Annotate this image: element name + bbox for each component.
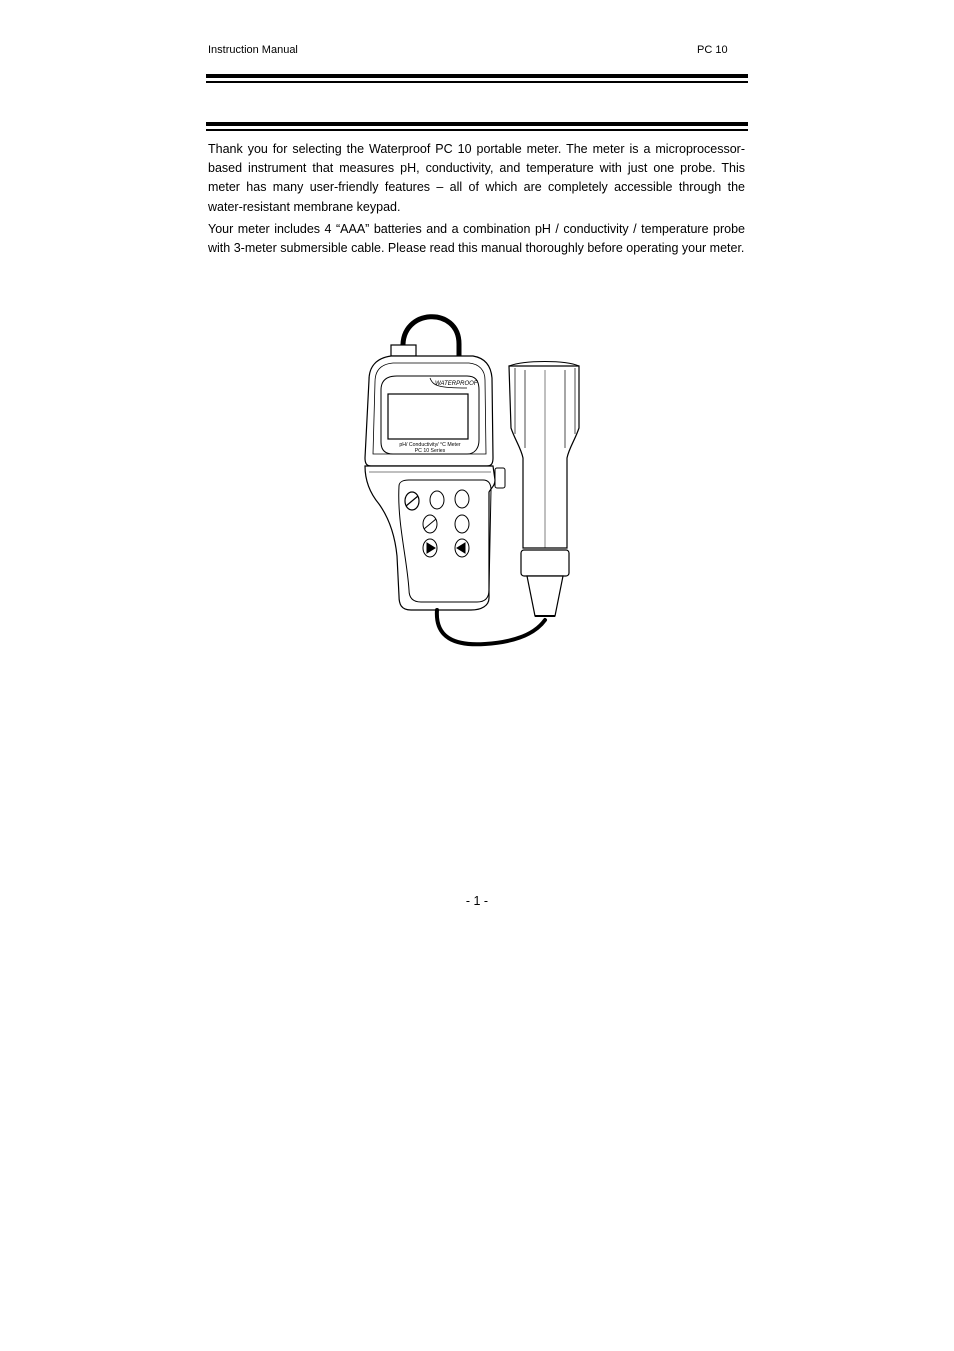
contents-paragraph: Your meter includes 4 “AAA” batteries and a combination pH / conductivity / temperature probe with 3-meter submersible cable. Please read this manual thoroughly before operating your meter. xyxy=(208,222,745,256)
waterproof-badge: WATERPROOF xyxy=(435,381,478,387)
section-rule-thin xyxy=(206,129,748,131)
intro-paragraph: Thank you for selecting the Waterproof PC 10 portable meter. The meter is a microprocessor-based instrument that measures pH, conductivity, and temperature with just one probe. This meter has many user-friendly features – all of which are completely accessible through the water-resistant membrane keypad. xyxy=(208,142,745,214)
probe-sleeve xyxy=(509,366,579,548)
meter-label-line-2: PC 10 Series xyxy=(414,448,446,454)
header-model: PC 10 xyxy=(697,44,728,56)
probe-tip xyxy=(527,576,563,616)
cable-connector xyxy=(391,345,416,356)
meter-label-line-1: pH/ Conductivity/ °C Meter xyxy=(399,442,461,448)
header-title: Instruction Manual xyxy=(208,44,298,56)
meter-illustration xyxy=(355,308,595,656)
probe-cap xyxy=(521,550,569,576)
probe-cable-bottom xyxy=(437,610,545,644)
meter-grip xyxy=(365,466,495,610)
header-rule-thick xyxy=(206,74,748,78)
page-number: - 1 - xyxy=(465,894,489,908)
header-rule-thin xyxy=(206,81,748,83)
section-rule-thick xyxy=(206,122,748,126)
